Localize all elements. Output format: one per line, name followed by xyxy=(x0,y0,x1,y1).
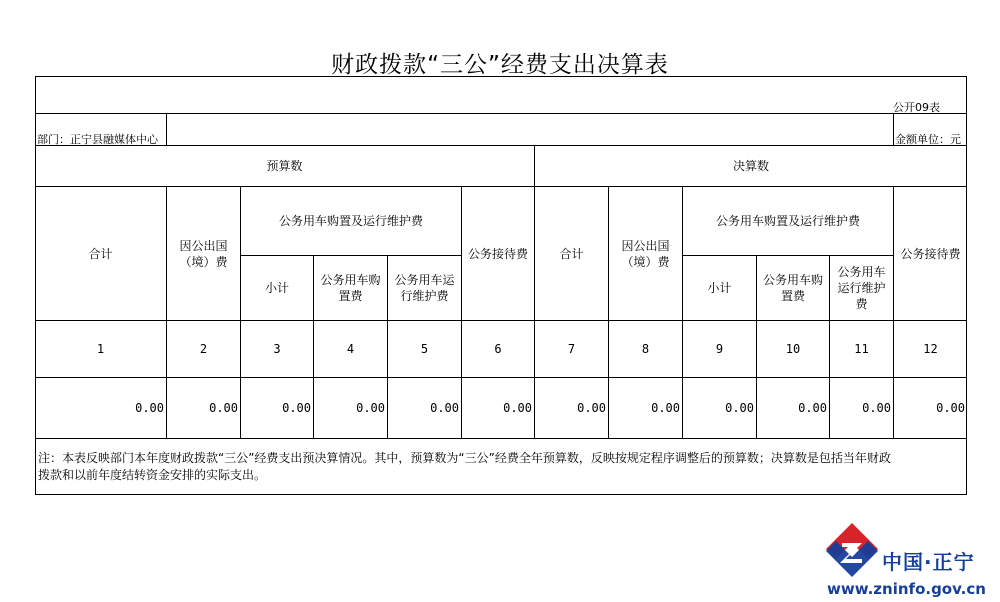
rule-values-bottom xyxy=(35,438,967,439)
index-cell: 1 xyxy=(96,342,105,356)
header-reception-budget: 公务接待费 xyxy=(467,246,528,261)
header-subtotal-budget: 小计 xyxy=(264,281,289,295)
header-purchase-line1: 公务用车购 xyxy=(762,273,823,287)
value-cell: 0.00 xyxy=(282,401,311,415)
index-cell: 11 xyxy=(854,342,869,356)
index-cell: 5 xyxy=(420,342,429,356)
header-operate-line2: 行维护费 xyxy=(400,289,449,303)
header-purchase-line1: 公务用车购 xyxy=(320,273,381,287)
header-purchase-line2: 置费 xyxy=(780,289,805,303)
header-abroad-line2: （境）费 xyxy=(179,254,228,269)
note-line1: 注：本表反映部门本年度财政拨款“三公”经费支出预决算情况。其中，预算数为“三公”经费全年预算数，反映按规定程序调整后的预算数；决算数是包括当年财政 xyxy=(38,451,891,465)
header-abroad-line2: （境）费 xyxy=(621,254,670,269)
value-cell: 0.00 xyxy=(503,401,532,415)
value-cell: 0.00 xyxy=(356,401,385,415)
index-cell: 2 xyxy=(199,342,208,356)
logo-name: 中国·正宁 xyxy=(882,550,975,574)
unit-label: 金额单位：元 xyxy=(895,133,961,146)
header-abroad-budget xyxy=(167,187,240,320)
note-line2: 拨款和以前年度结转资金安排的实际支出。 xyxy=(38,468,267,482)
index-cell: 9 xyxy=(715,342,724,356)
header-abroad-line1: 因公出国 xyxy=(621,238,670,253)
header-total-budget: 合计 xyxy=(88,246,113,261)
value-cell: 0.00 xyxy=(577,401,606,415)
department-label: 部门：正宁县融媒体中心 xyxy=(37,133,158,146)
logo-url: www.zninfo.gov.cn xyxy=(827,580,986,598)
vrule-dept-right xyxy=(893,113,894,146)
rule-top-blank xyxy=(35,113,967,114)
form-code: 公开09表 xyxy=(893,101,940,114)
header-purchase-final xyxy=(757,256,829,320)
header-operate-budget xyxy=(388,256,461,320)
header-total-final: 合计 xyxy=(559,246,584,261)
header-operate2-line3: 费 xyxy=(855,297,868,311)
header-reception-final: 公务接待费 xyxy=(900,246,961,261)
index-cell: 8 xyxy=(641,342,650,356)
index-cell: 6 xyxy=(494,342,502,356)
table-note xyxy=(38,450,966,484)
vrule-dept-left xyxy=(166,113,167,146)
header-operate2-line2: 运行维护 xyxy=(837,281,886,295)
header-vehicle-final: 公务用车购置及运行维护费 xyxy=(715,214,860,228)
header-operate-line1: 公务用车运 xyxy=(394,273,455,287)
value-cell: 0.00 xyxy=(936,401,965,415)
value-cell: 0.00 xyxy=(651,401,680,415)
page-title: 财政拨款“三公”经费支出决算表 xyxy=(331,52,669,78)
header-purchase-line2: 置费 xyxy=(338,289,363,303)
header-operate-final xyxy=(830,256,893,320)
index-cell: 4 xyxy=(346,342,355,356)
header-subtotal-final: 小计 xyxy=(707,281,732,295)
header-purchase-budget xyxy=(314,256,387,320)
index-cell: 12 xyxy=(923,342,938,356)
header-vehicle-budget: 公务用车购置及运行维护费 xyxy=(278,214,423,228)
value-cell: 0.00 xyxy=(725,401,754,415)
group-budget: 预算数 xyxy=(266,159,303,173)
value-cell: 0.00 xyxy=(862,401,891,415)
index-cell: 3 xyxy=(273,342,281,356)
header-abroad-final xyxy=(609,187,682,320)
index-cell: 10 xyxy=(785,342,801,356)
header-abroad-line1: 因公出国 xyxy=(179,238,228,253)
value-cell: 0.00 xyxy=(135,401,164,415)
index-cell: 7 xyxy=(567,342,576,356)
value-cell: 0.00 xyxy=(209,401,238,415)
value-cell: 0.00 xyxy=(430,401,459,415)
value-cell: 0.00 xyxy=(798,401,827,415)
group-final: 决算数 xyxy=(732,159,769,173)
header-operate2-line1: 公务用车 xyxy=(837,265,886,279)
